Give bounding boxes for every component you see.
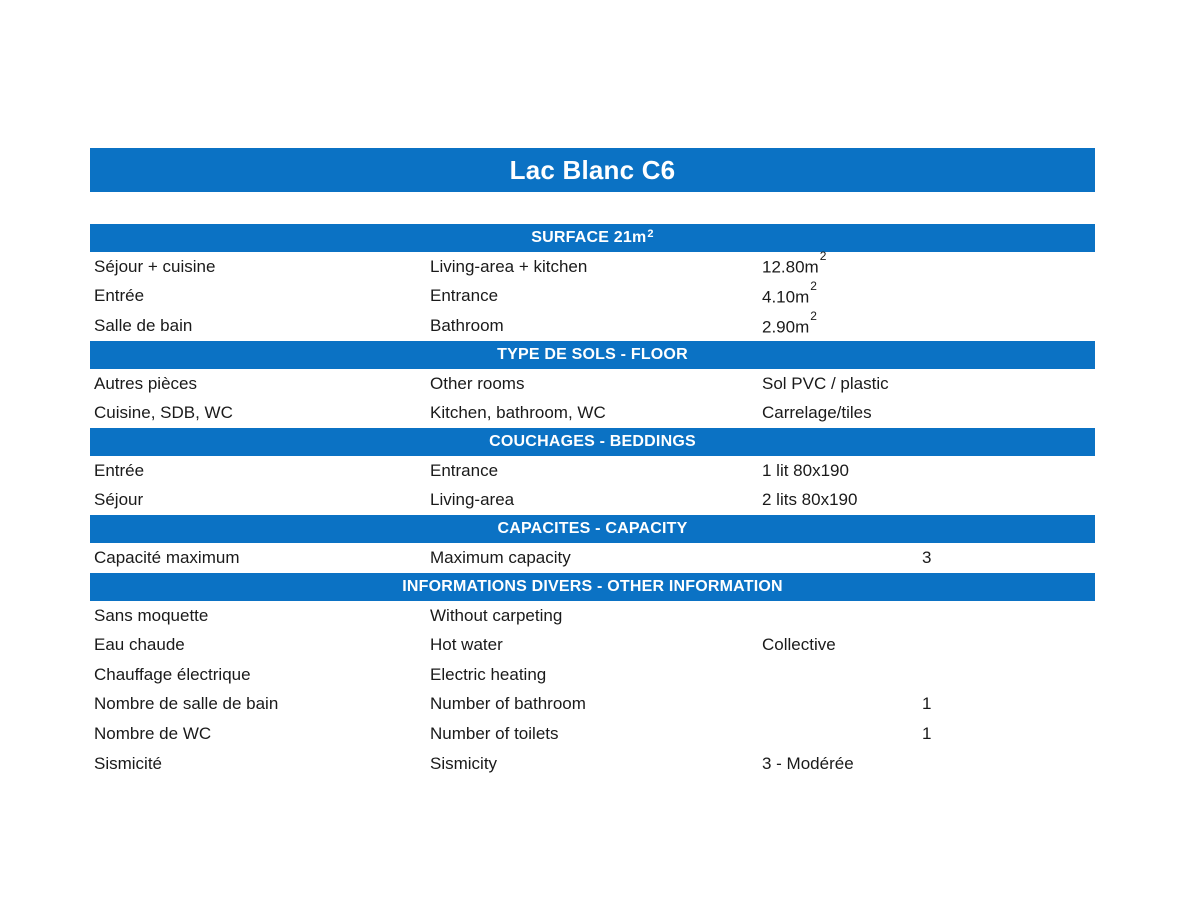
cell-fr: Séjour + cuisine <box>94 256 216 276</box>
table-row <box>90 249 1095 282</box>
table-row <box>90 690 1095 720</box>
cell-fr: Nombre de WC <box>94 723 212 743</box>
cell-value: 3 - Modérée <box>762 753 854 773</box>
section-header-label: TYPE DE SOLS - FLOOR <box>497 345 688 363</box>
table-row <box>90 486 1095 516</box>
cell-en: Bathroom <box>430 315 504 335</box>
section-header-label: COUCHAGES - BEDDINGS <box>489 432 696 450</box>
superscript: 2 <box>810 279 817 294</box>
cell-number: 1 <box>922 723 932 743</box>
table-row <box>90 308 1095 341</box>
section-header-beddings <box>90 428 1095 456</box>
title-bar <box>90 148 1095 192</box>
cell-fr: Cuisine, SDB, WC <box>94 403 233 423</box>
superscript: 2 <box>819 249 827 264</box>
cell-number: 3 <box>922 547 932 567</box>
cell-en: Hot water <box>430 635 503 655</box>
cell-en: Entrance <box>430 460 499 480</box>
cell-fr: Capacité maximum <box>94 547 240 567</box>
cell-en: Number of bathroom <box>430 694 586 714</box>
table-row <box>90 543 1095 573</box>
cell-en: Entrance <box>430 286 499 306</box>
cell-fr: Entrée <box>94 286 145 306</box>
cell-value: $12.80m^2$ <box>762 249 827 278</box>
table-row <box>90 749 1095 779</box>
cell-en: Sismicity <box>430 753 498 773</box>
spacer <box>90 192 1095 224</box>
property-info-sheet <box>90 148 1095 778</box>
cell-en: Living-area <box>430 490 515 510</box>
table-row <box>90 601 1095 631</box>
section-header-label: SURFACE 21m <box>531 229 647 246</box>
cell-value: Collective <box>762 635 836 655</box>
cell-value: Sol PVC / plastic <box>762 373 889 393</box>
superscript: 2 <box>810 308 817 323</box>
cell-en: Maximum capacity <box>430 547 571 567</box>
cell-en: Other rooms <box>430 373 525 393</box>
cell-value: $2.90m^2$ <box>762 308 817 337</box>
section-header-floor <box>90 341 1095 369</box>
table-row <box>90 630 1095 660</box>
cell-en: Kitchen, bathroom, WC <box>430 403 606 423</box>
section-header-label: CAPACITES - CAPACITY <box>497 520 688 538</box>
table-row <box>90 279 1095 312</box>
section-header-label: INFORMATIONS DIVERS - OTHER INFORMATION <box>402 577 783 595</box>
cell-fr: Salle de bain <box>94 315 193 335</box>
table-row <box>90 456 1095 486</box>
page-title: Lac Blanc C6 <box>509 154 676 185</box>
cell-fr: Sans moquette <box>94 605 209 625</box>
cell-value: 2 lits 80x190 <box>762 490 858 510</box>
cell-fr: Chauffage électrique <box>94 664 251 684</box>
section-header-capacity <box>90 515 1095 543</box>
cell-en: Without carpeting <box>430 605 563 625</box>
cell-fr: Autres pièces <box>94 373 197 393</box>
cell-value: 1 lit 80x190 <box>762 460 849 480</box>
superscript: 2 <box>647 228 654 240</box>
cell-fr: Sismicité <box>94 753 163 773</box>
section-header-other-information <box>90 573 1095 601</box>
cell-fr: Eau chaude <box>94 635 185 655</box>
cell-fr: Séjour <box>94 490 144 510</box>
cell-value: $4.10m^2$ <box>762 279 817 307</box>
cell-en: Number of toilets <box>430 723 559 743</box>
table-row <box>90 369 1095 399</box>
cell-value: Carrelage/tiles <box>762 403 872 423</box>
cell-fr: Entrée <box>94 460 145 480</box>
table-row <box>90 660 1095 690</box>
cell-en: Living-area + kitchen <box>430 256 588 276</box>
table-row <box>90 719 1095 749</box>
cell-fr: Nombre de salle de bain <box>94 694 279 714</box>
section-header-surface <box>90 224 1095 252</box>
cell-en: Electric heating <box>430 664 547 684</box>
table-row <box>90 398 1095 428</box>
cell-number: 1 <box>922 694 932 714</box>
